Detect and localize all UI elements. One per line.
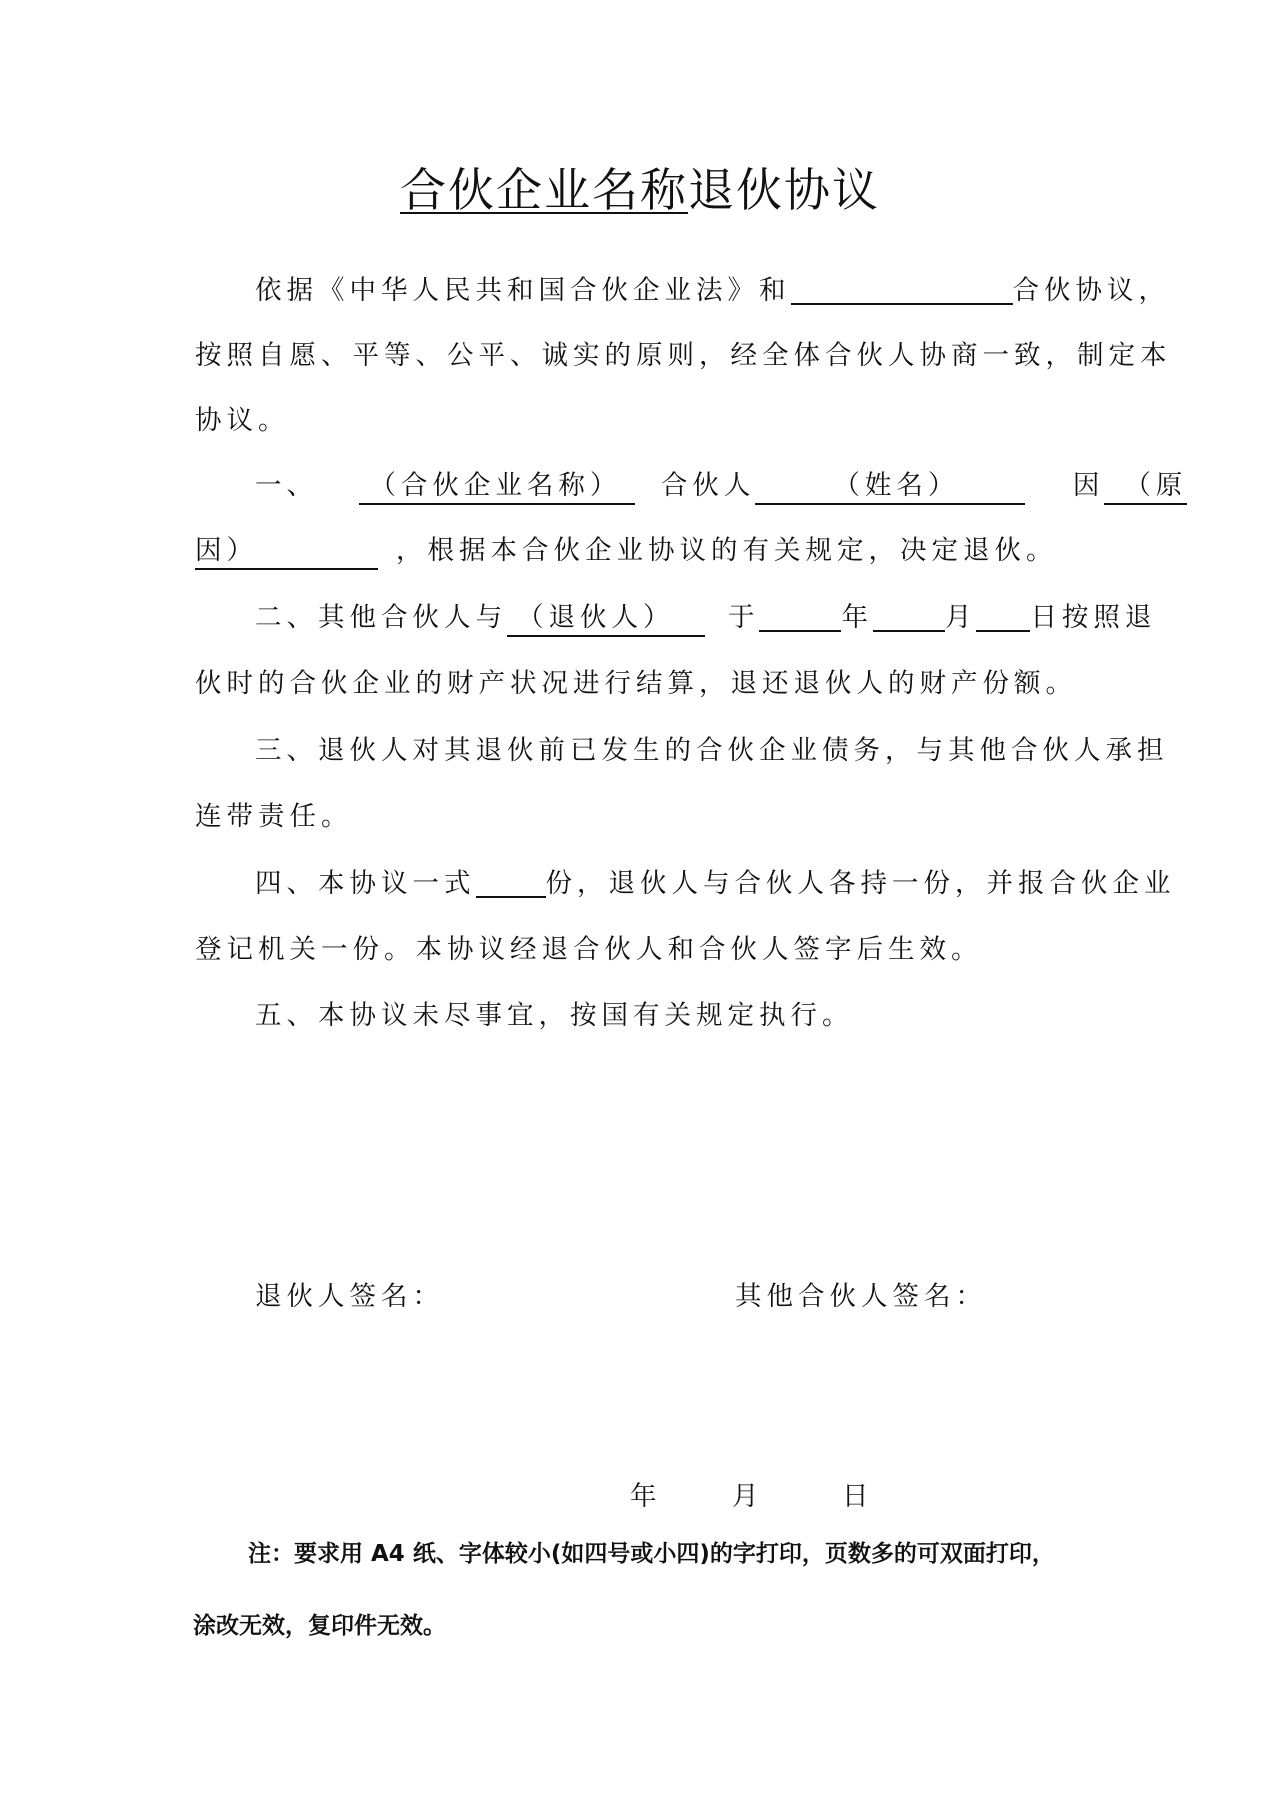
month-label: 月 <box>944 602 977 633</box>
copies-blank[interactable] <box>476 866 546 898</box>
year-label: 年 <box>841 602 873 633</box>
clause-4-rest: 份，退伙人与合伙人各持一份，并报合伙企业 <box>545 868 1176 899</box>
page-title <box>0 160 1280 220</box>
clause-4-line-1 <box>255 864 1176 904</box>
reason-field-b[interactable]: 因） <box>195 534 378 570</box>
clause-3-line-2: 连带责任。 <box>195 801 353 832</box>
other-partners-signature-label: 其他合伙人签名： <box>735 1281 987 1312</box>
intro-line-2: 按照自愿、平等、公平、诚实的原则，经全体合伙人协商一致，制定本 <box>195 340 1172 371</box>
clause-4-line-2: 登记机关一份。本协议经退合伙人和合伙人签字后生效。 <box>195 934 983 965</box>
date-day-label: 日 <box>842 1481 874 1512</box>
title-rest: 退伙协议 <box>688 163 880 217</box>
company-name-field[interactable]: （合伙企业名称） <box>359 469 635 505</box>
clause-2-line-1 <box>255 598 1156 638</box>
note-line-1: 注：要求用 A4 纸、字体较小(如四号或小四)的字打印，页数多的可双面打印， <box>248 1541 1055 1567</box>
because-label: 因 <box>1072 470 1105 501</box>
intro-line-1 <box>255 271 1170 311</box>
clause-1-prefix: 一、 <box>255 470 318 501</box>
note-line-2: 涂改无效，复印件无效。 <box>193 1613 446 1639</box>
intro-text-b: 合伙协议， <box>1012 275 1170 306</box>
partner-label: 合伙人 <box>660 470 756 501</box>
year-blank[interactable] <box>759 600 841 632</box>
clause-2-prefix: 二、其他合伙人与 <box>255 602 507 633</box>
clause-1-line-1 <box>255 466 1187 506</box>
clause-1-line-2 <box>195 531 1058 571</box>
intro-text-a: 依据《中华人民共和国合伙企业法》和 <box>255 275 791 306</box>
withdrawer-signature-label: 退伙人签名： <box>255 1281 444 1312</box>
day-rest: 日按照退 <box>1030 602 1157 633</box>
clause-2-line-2: 伙时的合伙企业的财产状况进行结算，退还退伙人的财产份额。 <box>195 668 1077 699</box>
reason-field-a[interactable]: （原 <box>1104 469 1187 505</box>
title-company-name: 合伙企业名称 <box>400 163 688 217</box>
clause-4-prefix: 四、本协议一式 <box>255 868 476 899</box>
agreement-name-blank[interactable] <box>791 273 1013 305</box>
clause-3-line-1: 三、退伙人对其退伙前已发生的合伙企业债务，与其他合伙人承担 <box>255 735 1169 766</box>
withdrawer-field[interactable]: （退伙人） <box>507 601 705 637</box>
date-month-label: 月 <box>732 1481 764 1512</box>
yu-label: 于 <box>727 602 760 633</box>
date-year-label: 年 <box>630 1481 662 1512</box>
month-blank[interactable] <box>873 600 945 632</box>
intro-line-3: 协议。 <box>195 405 290 436</box>
partner-name-field[interactable]: （姓名） <box>755 469 1025 505</box>
day-blank[interactable] <box>976 600 1030 632</box>
clause-5-line-1: 五、本协议未尽事宜，按国有关规定执行。 <box>255 1000 854 1031</box>
clause-1-rest: ，根据本合伙企业协议的有关规定，决定退伙。 <box>396 535 1058 566</box>
